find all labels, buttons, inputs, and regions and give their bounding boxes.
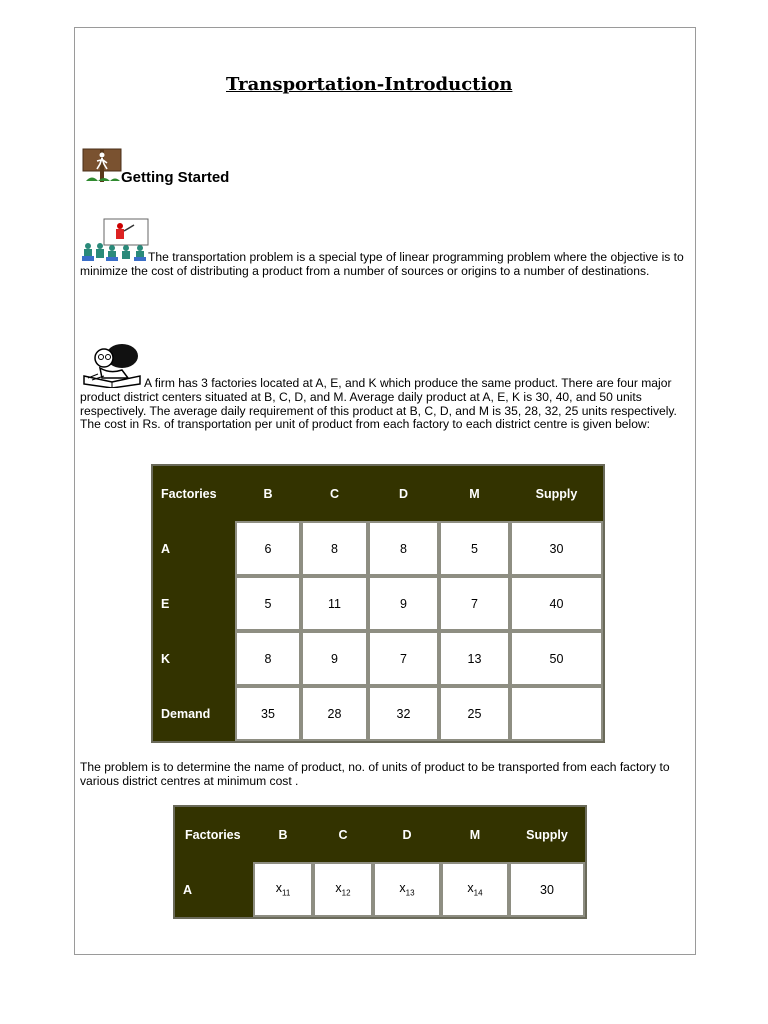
table-row xyxy=(153,576,603,631)
table-cell: 8 xyxy=(301,521,368,576)
header-cell: C xyxy=(301,466,368,521)
header-cell: Supply xyxy=(509,807,585,862)
header-cell: B xyxy=(235,466,301,521)
table-cell: 11 xyxy=(301,576,368,631)
table-row xyxy=(153,631,603,686)
row-label: Demand xyxy=(153,686,235,741)
table-cell: 5 xyxy=(235,576,301,631)
table-cell: 32 xyxy=(368,686,439,741)
header-cell: D xyxy=(373,807,441,862)
table-cell: 50 xyxy=(510,631,603,686)
header-cell: Factories xyxy=(153,466,235,521)
header-cell: C xyxy=(313,807,373,862)
row-label: A xyxy=(153,521,235,576)
table-cell: 7 xyxy=(368,631,439,686)
page-title: Transportation-Introduction xyxy=(226,74,513,95)
header-cell: M xyxy=(439,466,510,521)
header-cell: Supply xyxy=(510,466,603,521)
table-cell xyxy=(510,686,603,741)
intro-paragraph: The transportation problem is a special type of linear programming problem where the objective is to minimize the cost of distributing a product from a number of sources or origins to a number of destinations. xyxy=(80,250,684,278)
table-cell: 6 xyxy=(235,521,301,576)
table-row xyxy=(175,862,585,917)
example-paragraph: A firm has 3 factories located at A, E, and K which produce the same product. There are four major product district centers situated at B, C, D, and M. Average daily product at A, E, K is 30, 40, and 50 units respectively. The average daily requirement of this product at B, C, D, and M is 35, 28, 32, 25 units respectively. The cost in Rs. of transportation per unit of product from each factory to each district centre is given below: xyxy=(80,376,677,432)
table-cell: 30 xyxy=(510,521,603,576)
header-cell: Factories xyxy=(175,807,253,862)
problem-paragraph: The problem is to determine the name of product, no. of units of product to be transported from each factory to various district centres at minimum cost . xyxy=(80,760,670,788)
table-cell: 25 xyxy=(439,686,510,741)
table-cell: 5 xyxy=(439,521,510,576)
header-cell: D xyxy=(368,466,439,521)
variable-table xyxy=(173,805,587,919)
table-row xyxy=(153,686,603,741)
table-row xyxy=(153,521,603,576)
table-cell: 9 xyxy=(368,576,439,631)
variable-cell: $x_{11}$ xyxy=(253,862,313,917)
table-header-row xyxy=(175,807,585,862)
table-cell: 28 xyxy=(301,686,368,741)
header-cell: M xyxy=(441,807,509,862)
section-heading: Getting Started xyxy=(121,169,230,186)
table-header-row xyxy=(153,466,603,521)
row-label: A xyxy=(175,862,253,917)
table-cell: 40 xyxy=(510,576,603,631)
row-label: K xyxy=(153,631,235,686)
row-label: E xyxy=(153,576,235,631)
variable-cell: $x_{14}$ xyxy=(441,862,509,917)
table-cell: 7 xyxy=(439,576,510,631)
header-cell: B xyxy=(253,807,313,862)
table-cell: 9 xyxy=(301,631,368,686)
table-cell: 8 xyxy=(368,521,439,576)
table-cell: 8 xyxy=(235,631,301,686)
cost-table xyxy=(151,464,605,743)
table-cell: 30 xyxy=(509,862,585,917)
variable-cell: $x_{13}$ xyxy=(373,862,441,917)
variable-cell: $x_{12}$ xyxy=(313,862,373,917)
table-cell: 35 xyxy=(235,686,301,741)
table-cell: 13 xyxy=(439,631,510,686)
hiker-signpost-icon xyxy=(82,146,122,184)
